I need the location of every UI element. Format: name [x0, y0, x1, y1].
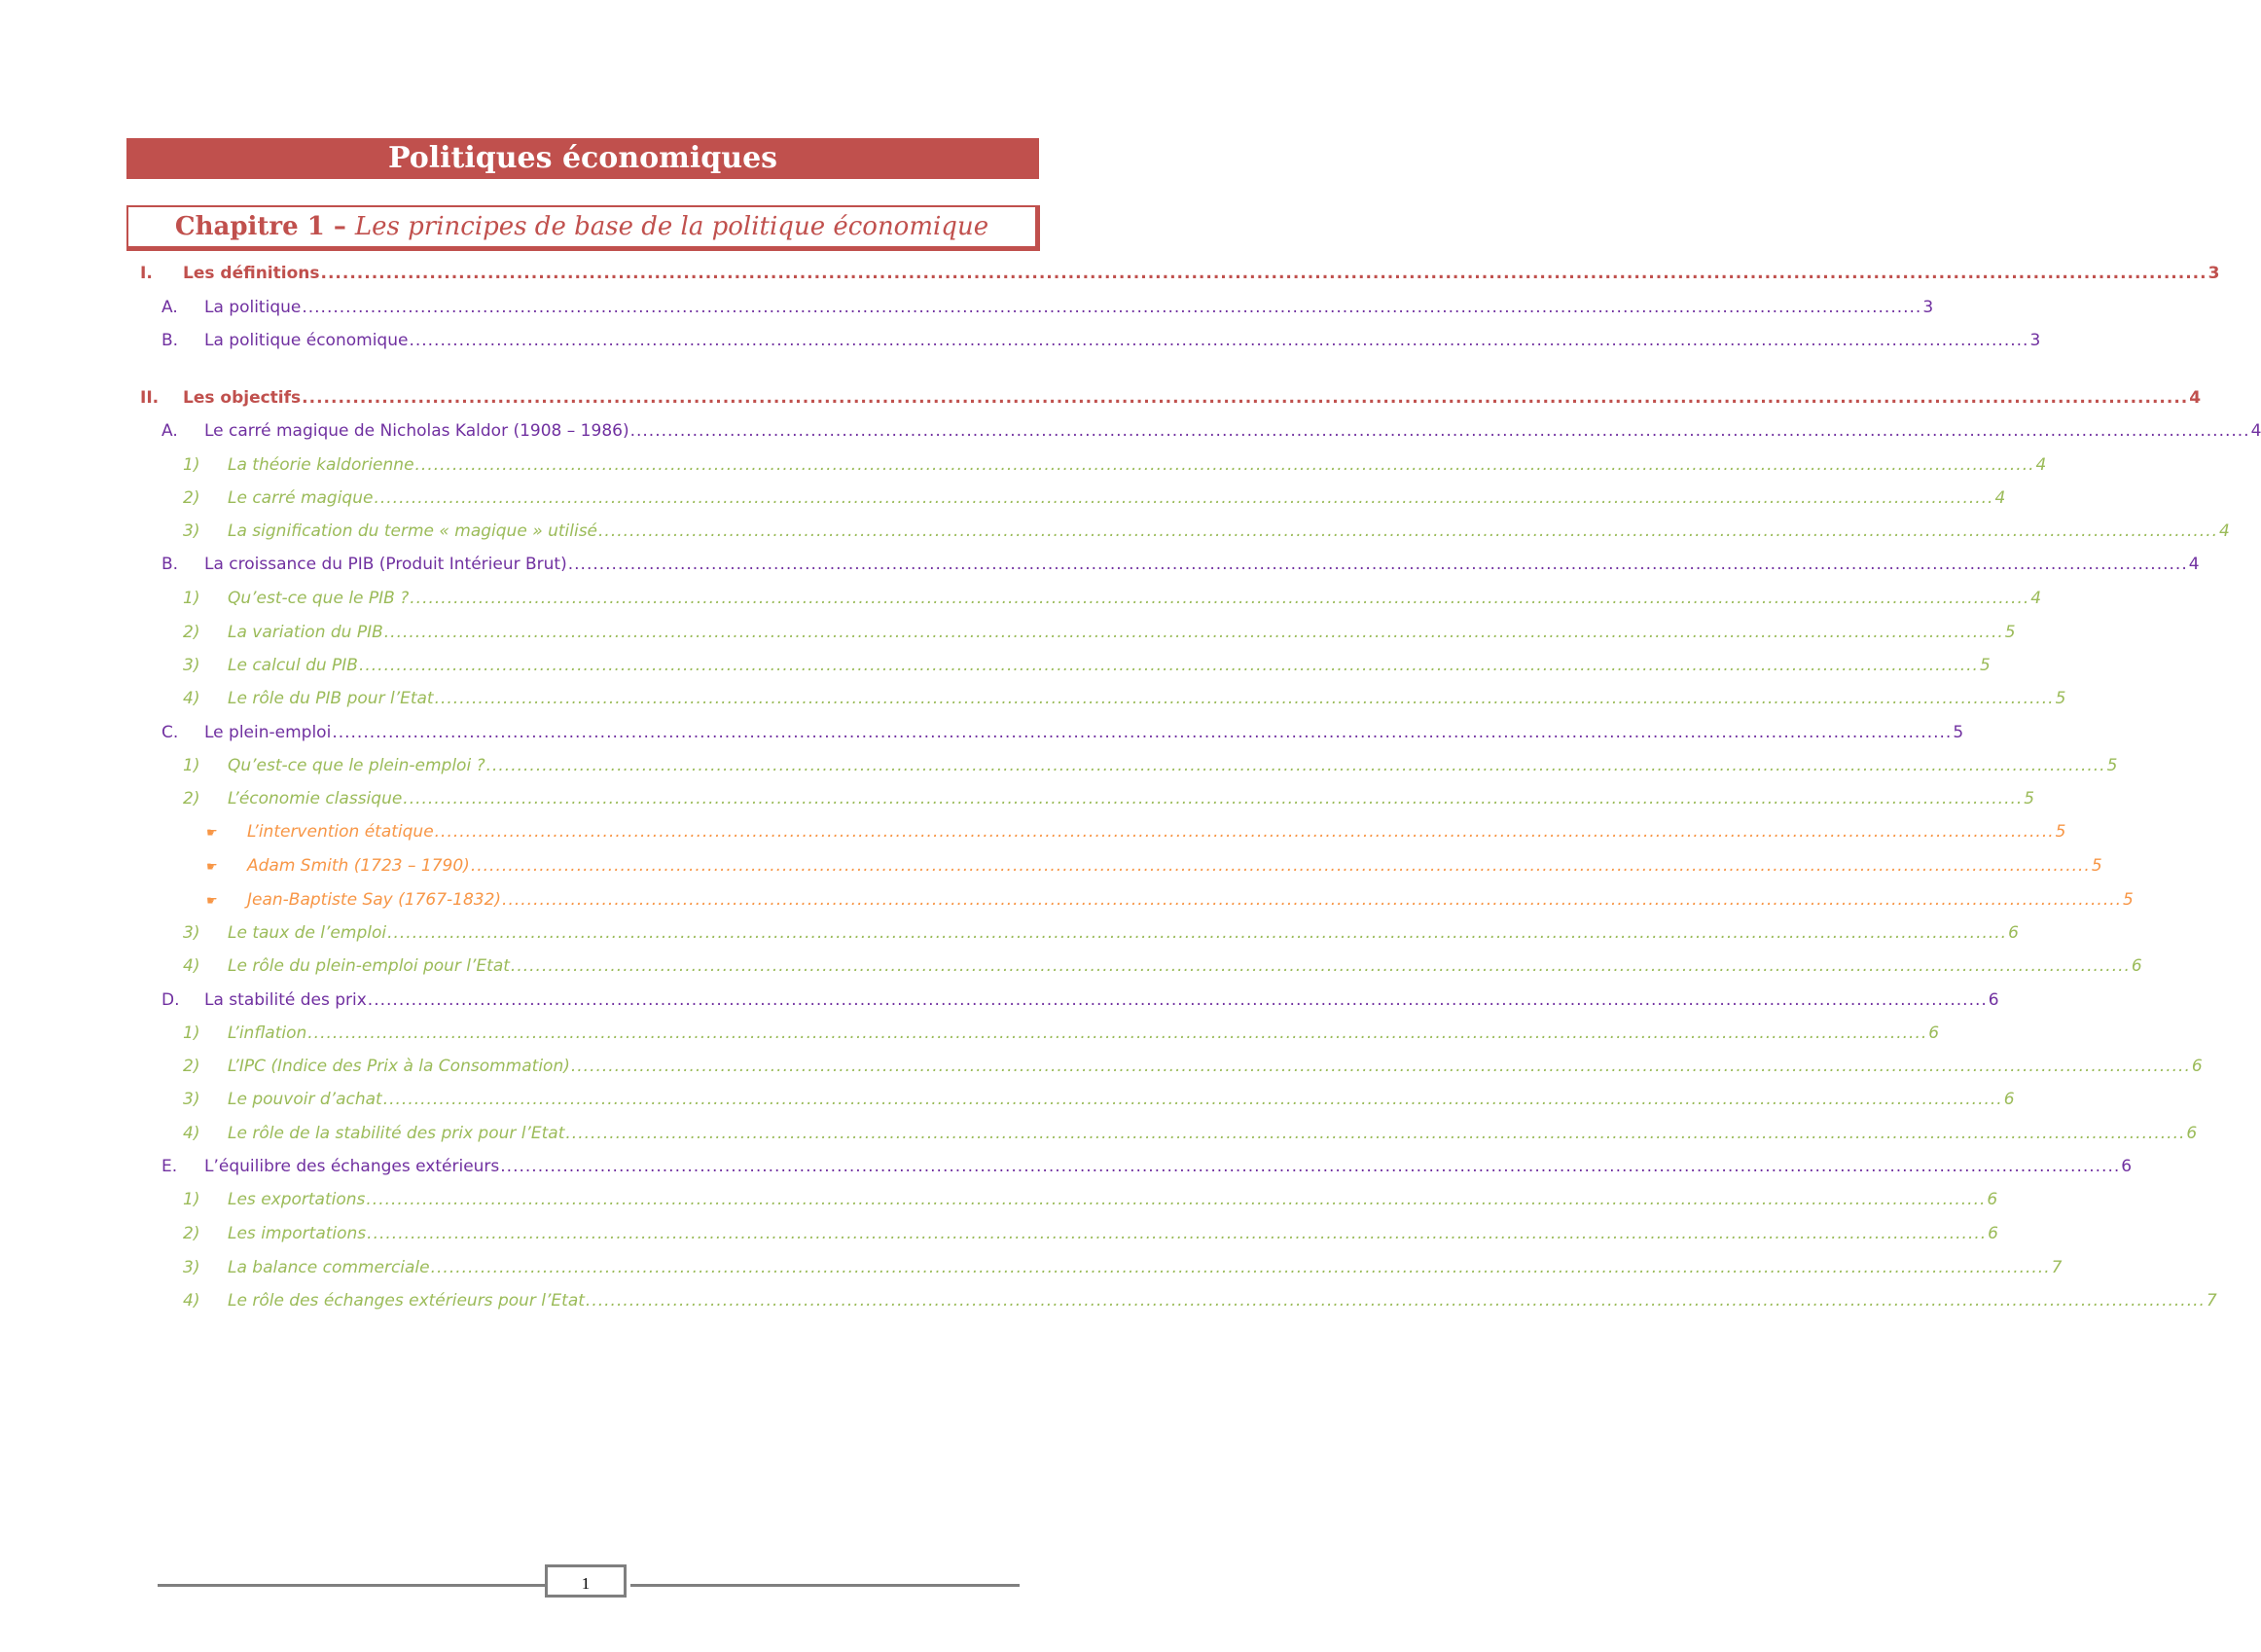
toc-entry[interactable]	[183, 586, 2042, 611]
toc-dot-leader: ....................................................................................................................................................................................................................................................................	[374, 488, 1994, 508]
toc-entry-number: 2)	[183, 623, 200, 642]
toc-entry[interactable]	[183, 653, 1991, 678]
toc-entry-page: 6	[1928, 1024, 1940, 1043]
toc-entry-number: 2)	[183, 488, 200, 508]
toc-entry-label: Les importations	[228, 1224, 367, 1243]
toc-entry[interactable]	[162, 988, 1999, 1013]
toc-entry-label: Les définitions	[183, 264, 320, 283]
toc-entry-label: Les exportations	[228, 1190, 366, 1209]
toc-entry-number: C.	[162, 723, 179, 742]
toc-entry[interactable]	[183, 620, 2016, 645]
toc-entry-number: 4)	[183, 1124, 200, 1143]
toc-entry-number: A.	[162, 298, 178, 317]
toc-entry[interactable]	[183, 1255, 2063, 1280]
toc-entry-label: La politique	[204, 298, 302, 317]
toc-dot-leader: ....................................................................................................................................................................................................................................................................	[414, 455, 2035, 475]
toc-entry-label: Qu’est-ce que le plein-emploi ?	[228, 756, 485, 775]
toc-entry-label: La théorie kaldorienne	[228, 455, 414, 475]
toc-entry-page: 6	[1987, 1190, 1998, 1209]
toc-entry[interactable]	[162, 328, 2041, 353]
toc-entry-page: 4	[2189, 388, 2202, 408]
toc-entry-number: 4)	[183, 689, 200, 708]
toc-entry-number: D.	[162, 990, 180, 1010]
toc-dot-leader: ....................................................................................................................................................................................................................................................................	[410, 589, 2030, 608]
toc-entry-page: 5	[1953, 723, 1964, 742]
toc-entry-number: 3)	[183, 1258, 200, 1277]
toc-entry-label: La signification du terme « magique » utilisé	[228, 521, 598, 541]
toc-entry-page: 4	[2188, 555, 2200, 574]
toc-dot-leader: ....................................................................................................................................................................................................................................................................	[387, 923, 2008, 943]
toc-dot-leader: ....................................................................................................................................................................................................................................................................	[434, 689, 2055, 708]
toc-entry[interactable]	[140, 261, 2220, 286]
toc-entry-label: Le calcul du PIB	[228, 656, 358, 675]
toc-entry-label: La stabilité des prix	[204, 990, 367, 1010]
toc-dot-leader: ....................................................................................................................................................................................................................................................................	[367, 990, 1988, 1010]
toc-entry-label: La croissance du PIB (Produit Intérieur Brut)	[204, 555, 567, 574]
toc-entry-number: 3)	[183, 923, 200, 943]
toc-entry-page: 4	[2035, 455, 2047, 475]
toc-entry-page: 6	[1988, 990, 1999, 1010]
toc-entry-page: 5	[2106, 756, 2118, 775]
chapter-title: Les principes de base de la politique économique	[354, 212, 989, 241]
toc-entry-label: Le plein-emploi	[204, 723, 332, 742]
toc-entry-page: 6	[2121, 1157, 2133, 1176]
toc-entry-number: 4)	[183, 1291, 200, 1311]
toc-entry-number: 2)	[183, 789, 200, 808]
toc-dot-leader: ....................................................................................................................................................................................................................................................................	[585, 1291, 2206, 1311]
toc-entry-page: 3	[1922, 298, 1934, 317]
toc-entry-label: L’équilibre des échanges extérieurs	[204, 1157, 500, 1176]
toc-entry[interactable]	[140, 385, 2202, 411]
toc-entry-number: 2)	[183, 1224, 200, 1243]
toc-dot-leader: ....................................................................................................................................................................................................................................................................	[366, 1190, 1987, 1209]
toc-entry[interactable]	[206, 819, 2066, 844]
toc-entry-page: 6	[1988, 1224, 1998, 1243]
chapter-number: Chapitre 1 –	[174, 212, 355, 241]
toc-dot-leader: ....................................................................................................................................................................................................................................................................	[434, 822, 2055, 842]
toc-entry-label: L’intervention étatique	[247, 822, 434, 842]
toc-dot-leader: ....................................................................................................................................................................................................................................................................	[510, 956, 2131, 976]
toc-entry-number: II.	[140, 388, 160, 408]
toc-entry-page: 6	[2191, 1057, 2203, 1076]
toc-entry-page: 5	[2123, 890, 2134, 910]
toc-entry[interactable]	[183, 452, 2047, 478]
toc-entry[interactable]	[183, 519, 2230, 544]
toc-entry-page: 7	[2206, 1291, 2217, 1311]
pointing-hand-icon: ☛	[206, 826, 218, 841]
toc-dot-leader: ....................................................................................................................................................................................................................................................................	[302, 388, 2189, 408]
toc-entry[interactable]	[183, 953, 2142, 979]
toc-dot-leader: ....................................................................................................................................................................................................................................................................	[320, 264, 2207, 283]
document-title: Politiques économiques	[126, 138, 1039, 179]
toc-entry-page: 5	[1979, 656, 1991, 675]
pointing-hand-icon: ☛	[206, 894, 218, 909]
toc-entry-label: La variation du PIB	[228, 623, 383, 642]
toc-dot-leader: ....................................................................................................................................................................................................................................................................	[403, 789, 2024, 808]
footer-rule-right	[630, 1584, 1020, 1587]
toc-entry-number: A.	[162, 421, 178, 441]
toc-entry-page: 6	[2008, 923, 2019, 943]
pointing-hand-icon: ☛	[206, 860, 218, 875]
toc-entry-page: 4	[2219, 521, 2230, 541]
toc-entry-page: 5	[2091, 856, 2102, 876]
toc-entry[interactable]	[183, 1021, 1940, 1046]
toc-dot-leader: ....................................................................................................................................................................................................................................................................	[382, 1090, 2003, 1109]
toc-entry-page: 5	[2024, 789, 2035, 808]
toc-entry[interactable]	[206, 887, 2134, 913]
toc-entry-number: 3)	[183, 1090, 200, 1109]
toc-entry-page: 5	[2055, 689, 2066, 708]
toc-entry[interactable]	[183, 920, 2019, 946]
toc-dot-leader: ....................................................................................................................................................................................................................................................................	[629, 421, 2250, 441]
toc-entry[interactable]	[183, 1054, 2203, 1079]
toc-entry-page: 5	[2055, 822, 2066, 842]
toc-entry-label: Le rôle des échanges extérieurs pour l’Etat	[228, 1291, 585, 1311]
toc-entry-number: E.	[162, 1157, 178, 1176]
toc-dot-leader: ....................................................................................................................................................................................................................................................................	[502, 890, 2123, 910]
toc-entry-number: 3)	[183, 656, 200, 675]
toc-entry-number: 2)	[183, 1057, 200, 1076]
toc-dot-leader: ....................................................................................................................................................................................................................................................................	[470, 856, 2091, 876]
toc-entry-label: Le carré magique	[228, 488, 374, 508]
toc-dot-leader: ....................................................................................................................................................................................................................................................................	[409, 331, 2029, 350]
toc-entry-page: 6	[2131, 956, 2142, 976]
toc-entry-number: I.	[140, 264, 153, 283]
toc-entry[interactable]	[183, 1221, 1998, 1246]
toc-entry-label: L’IPC (Indice des Prix à la Consommation)	[228, 1057, 570, 1076]
toc-entry-label: L’inflation	[228, 1024, 307, 1043]
toc-entry-number: 1)	[183, 455, 200, 475]
toc-dot-leader: ....................................................................................................................................................................................................................................................................	[367, 1224, 1988, 1243]
toc-dot-leader: ....................................................................................................................................................................................................................................................................	[302, 298, 1922, 317]
toc-dot-leader: ....................................................................................................................................................................................................................................................................	[565, 1124, 2186, 1143]
toc-entry-page: 3	[2207, 264, 2220, 283]
toc-entry-page: 4	[1994, 488, 2006, 508]
toc-entry-page: 6	[2003, 1090, 2015, 1109]
toc-entry-label: La balance commerciale	[228, 1258, 430, 1277]
toc-entry-page: 7	[2051, 1258, 2063, 1277]
toc-entry-label: Le rôle du plein-emploi pour l’Etat	[228, 956, 510, 976]
toc-entry-label: L’économie classique	[228, 789, 403, 808]
page-number: 1	[545, 1564, 627, 1598]
toc-entry[interactable]	[183, 1288, 2217, 1313]
toc-entry-number: 1)	[183, 1190, 200, 1209]
toc-entry-page: 4	[2030, 589, 2042, 608]
toc-entry-label: La politique économique	[204, 331, 409, 350]
toc-entry-label: Le carré magique de Nicholas Kaldor (1908 – 1986)	[204, 421, 629, 441]
toc-entry-number: 4)	[183, 956, 200, 976]
toc-dot-leader: ....................................................................................................................................................................................................................................................................	[570, 1057, 2191, 1076]
toc-entry-page: 5	[2004, 623, 2016, 642]
toc-entry-number: B.	[162, 331, 179, 350]
toc-entry[interactable]	[162, 552, 2200, 577]
toc-entry-label: Le taux de l’emploi	[228, 923, 387, 943]
toc-dot-leader: ....................................................................................................................................................................................................................................................................	[430, 1258, 2051, 1277]
toc-entry-number: 1)	[183, 1024, 200, 1043]
toc-entry-label: Les objectifs	[183, 388, 302, 408]
toc-entry-page: 4	[2250, 421, 2261, 441]
toc-entry-label: Le pouvoir d’achat	[228, 1090, 382, 1109]
toc-entry-label: Adam Smith (1723 – 1790)	[247, 856, 470, 876]
footer-rule-left	[158, 1584, 547, 1587]
toc-entry[interactable]	[162, 418, 2261, 444]
toc-dot-leader: ....................................................................................................................................................................................................................................................................	[383, 623, 2004, 642]
toc-dot-leader: ....................................................................................................................................................................................................................................................................	[332, 723, 1953, 742]
toc-entry[interactable]	[183, 1121, 2198, 1146]
toc-entry[interactable]	[183, 485, 2006, 511]
toc-entry[interactable]	[206, 853, 2102, 879]
toc-entry[interactable]	[183, 686, 2066, 711]
toc-dot-leader: ....................................................................................................................................................................................................................................................................	[598, 521, 2219, 541]
toc-entry-label: Le rôle du PIB pour l’Etat	[228, 689, 434, 708]
toc-dot-leader: ....................................................................................................................................................................................................................................................................	[358, 656, 1979, 675]
toc-dot-leader: ....................................................................................................................................................................................................................................................................	[307, 1024, 1928, 1043]
toc-entry[interactable]	[162, 295, 1934, 320]
toc-entry-number: 1)	[183, 756, 200, 775]
toc-entry[interactable]	[162, 720, 1964, 745]
toc-dot-leader: ....................................................................................................................................................................................................................................................................	[485, 756, 2106, 775]
toc-entry-number: B.	[162, 555, 179, 574]
toc-entry[interactable]	[183, 1187, 1998, 1212]
toc-dot-leader: ....................................................................................................................................................................................................................................................................	[500, 1157, 2121, 1176]
toc-entry[interactable]	[162, 1154, 2133, 1179]
toc-dot-leader: ....................................................................................................................................................................................................................................................................	[567, 555, 2188, 574]
toc-entry-page: 6	[2186, 1124, 2198, 1143]
toc-entry-label: Le rôle de la stabilité des prix pour l’Etat	[228, 1124, 565, 1143]
toc-entry-page: 3	[2029, 331, 2041, 350]
toc-entry-label: Jean-Baptiste Say (1767-1832)	[247, 890, 502, 910]
toc-entry-label: Qu’est-ce que le PIB ?	[228, 589, 410, 608]
toc-entry-number: 1)	[183, 589, 200, 608]
toc-entry[interactable]	[183, 786, 2035, 811]
toc-entry[interactable]	[183, 1087, 2015, 1112]
toc-entry-number: 3)	[183, 521, 200, 541]
toc-entry[interactable]	[183, 753, 2118, 778]
